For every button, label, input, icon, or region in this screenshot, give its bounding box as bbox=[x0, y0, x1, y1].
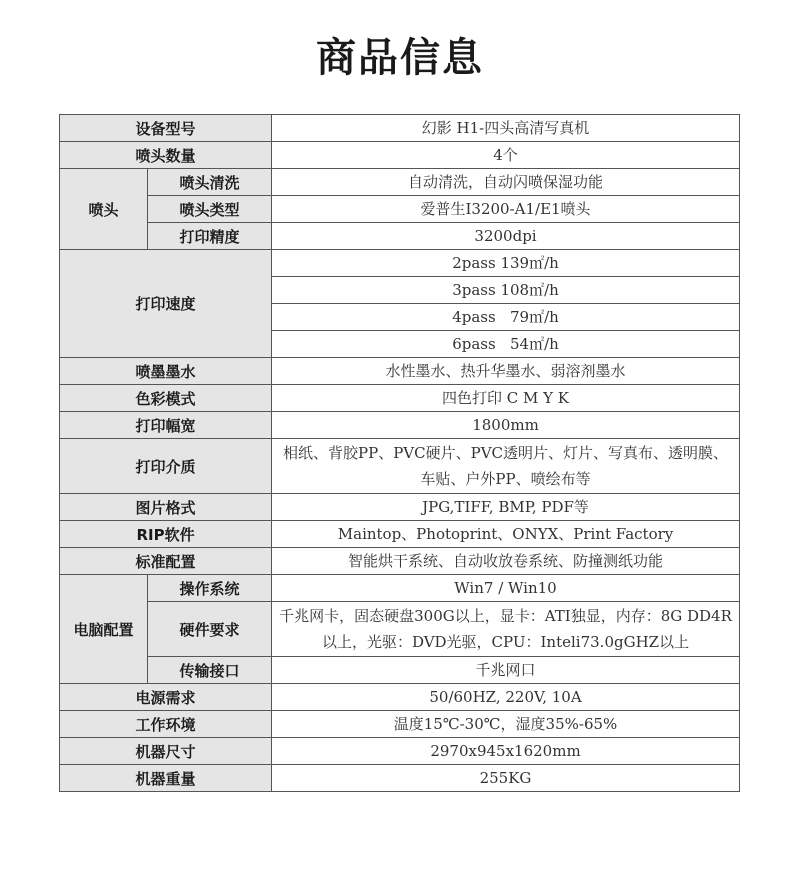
row-label: 机器尺寸 bbox=[60, 738, 272, 765]
row-value: 自动清洗，自动闪喷保湿功能 bbox=[272, 169, 740, 196]
table-row-print-width bbox=[60, 412, 740, 439]
table-row-power bbox=[60, 684, 740, 711]
table-row-speed-1 bbox=[60, 250, 740, 277]
row-value: JPG,TIFF, BMP, PDF等 bbox=[272, 494, 740, 521]
row-label: 操作系统 bbox=[148, 575, 272, 602]
row-label: 机器重量 bbox=[60, 765, 272, 792]
group-label-head: 喷头 bbox=[60, 169, 148, 250]
row-label: 标准配置 bbox=[60, 548, 272, 575]
row-value: 4个 bbox=[272, 142, 740, 169]
spec-table bbox=[59, 114, 740, 792]
row-label: 打印介质 bbox=[60, 439, 272, 494]
row-value: 千兆网口 bbox=[272, 657, 740, 684]
table-row-rip bbox=[60, 521, 740, 548]
table-row-head-type bbox=[60, 196, 740, 223]
table-row-ink bbox=[60, 358, 740, 385]
table-row-size bbox=[60, 738, 740, 765]
row-label: 设备型号 bbox=[60, 115, 272, 142]
row-value: 相纸、背胶PP、PVC硬片、PVC透明片、灯片、写真布、透明膜、车贴、户外PP、喷绘布等 bbox=[272, 439, 740, 494]
group-label-computer: 电脑配置 bbox=[60, 575, 148, 684]
row-value: 255KG bbox=[272, 765, 740, 792]
row-value: 四色打印 C M Y K bbox=[272, 385, 740, 412]
page-title: 商品信息 bbox=[316, 35, 484, 81]
speed-value: 4pass 79㎡/h bbox=[272, 304, 740, 331]
row-label: 图片格式 bbox=[60, 494, 272, 521]
table-row-color-mode bbox=[60, 385, 740, 412]
row-label: 硬件要求 bbox=[148, 602, 272, 657]
row-value: 3200dpi bbox=[272, 223, 740, 250]
row-label: 打印精度 bbox=[148, 223, 272, 250]
speed-value: 2pass 139㎡/h bbox=[272, 250, 740, 277]
row-value: Win7 / Win10 bbox=[272, 575, 740, 602]
table-row-weight bbox=[60, 765, 740, 792]
table-row-media bbox=[60, 439, 740, 494]
row-value: 水性墨水、热升华墨水、弱溶剂墨水 bbox=[272, 358, 740, 385]
row-value: 50/60HZ, 220V, 10A bbox=[272, 684, 740, 711]
row-label: 电源需求 bbox=[60, 684, 272, 711]
table-row-os bbox=[60, 575, 740, 602]
table-row-port bbox=[60, 657, 740, 684]
row-label: 传输接口 bbox=[148, 657, 272, 684]
speed-value: 3pass 108㎡/h bbox=[272, 277, 740, 304]
row-value: 幻影 H1-四头高清写真机 bbox=[272, 115, 740, 142]
table-row-head-precision bbox=[60, 223, 740, 250]
row-label: 喷头类型 bbox=[148, 196, 272, 223]
table-row-environment bbox=[60, 711, 740, 738]
row-value: 千兆网卡，固态硬盘300G以上，显卡：ATI独显，内存：8G DD4R以上，光驱：DVD光驱，CPU：Inteli73.0gGHZ以上 bbox=[272, 602, 740, 657]
row-label: RIP软件 bbox=[60, 521, 272, 548]
row-label: 喷头清洗 bbox=[148, 169, 272, 196]
table-row-hardware bbox=[60, 602, 740, 657]
table-row-head-cleaning bbox=[60, 169, 740, 196]
row-label: 工作环境 bbox=[60, 711, 272, 738]
table-row-head-count bbox=[60, 142, 740, 169]
row-label: 色彩模式 bbox=[60, 385, 272, 412]
row-value: 爱普生I3200-A1/E1喷头 bbox=[272, 196, 740, 223]
row-label: 打印幅宽 bbox=[60, 412, 272, 439]
row-label: 喷头数量 bbox=[60, 142, 272, 169]
table-row-model bbox=[60, 115, 740, 142]
row-value: 温度15℃-30℃，湿度35%-65% bbox=[272, 711, 740, 738]
speed-value: 6pass 54㎡/h bbox=[272, 331, 740, 358]
table-row-image-format bbox=[60, 494, 740, 521]
row-value: 2970x945x1620mm bbox=[272, 738, 740, 765]
table-row-standard bbox=[60, 548, 740, 575]
row-value: 智能烘干系统、自动收放卷系统、防撞测纸功能 bbox=[272, 548, 740, 575]
row-label-speed: 打印速度 bbox=[60, 250, 272, 358]
row-value: 1800mm bbox=[272, 412, 740, 439]
row-label: 喷墨墨水 bbox=[60, 358, 272, 385]
row-value: Maintop、Photoprint、ONYX、Print Factory bbox=[272, 521, 740, 548]
